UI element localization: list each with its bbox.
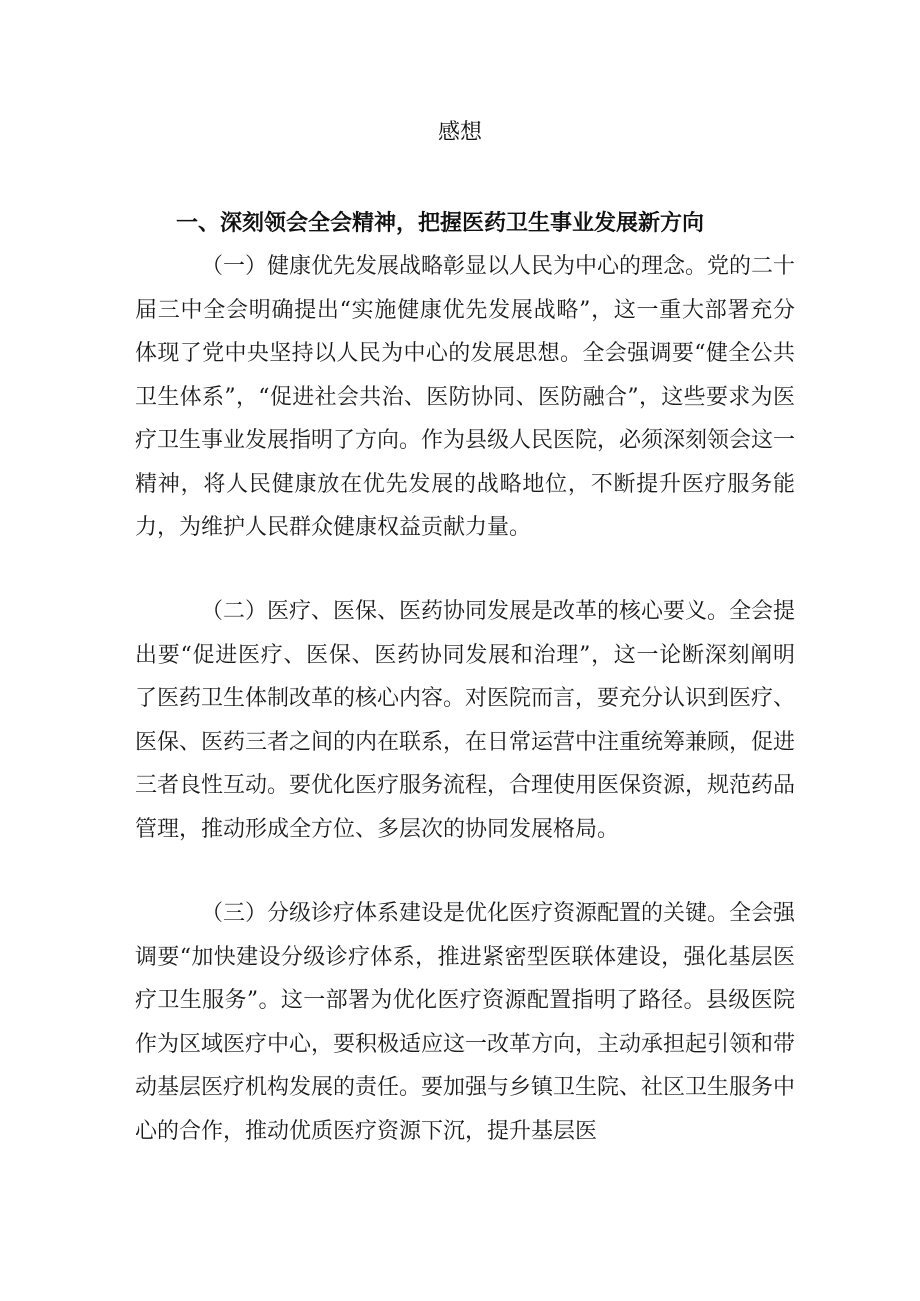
paragraph-2: （二）医疗、医保、医药协同发展是改革的核心要义。全会提出要“促进医疗、医保、医药协同发展和治理”，这一论断深刻阐明了医药卫生体制改革的核心内容。对医院而言，要充分认识到医疗、医保、医药三者之间的内在联系，在日常运营中注重统筹兼顾，促进三者良性互动。要优化医疗服务流程，合理使用医保资源，规范药品管理，推动形成全方位、多层次的协同发展格局。 <box>135 599 796 842</box>
paragraph-3: （三）分级诊疗体系建设是优化医疗资源配置的关键。全会强调要“加快建设分级诊疗体系，推进紧密型医联体建设，强化基层医疗卫生服务”。这一部署为优化医疗资源配置指明了路径。县级医院作为区域医疗中心，要积极适应这一改革方向，主动承担起引领和带动基层医疗机构发展的责任。要加强与乡镇卫生院、社区卫生服务中心的合作，推动优质医疗资源下沉，提升基层医 <box>135 901 796 1144</box>
section-heading: 一、深刻领会全会精神，把握医药卫生事业发展新方向 <box>176 211 705 236</box>
document-title: 感想 <box>437 120 482 145</box>
paragraph-1: （一）健康优先发展战略彰显以人民为中心的理念。党的二十届三中全会明确提出“实施健康优先发展战略”，这一重大部署充分体现了党中央坚持以人民为中心的发展思想。全会强调要“健全公共卫生体系”，“促进社会共治、医防协同、医防融合”，这些要求为医疗卫生事业发展指明了方向。作为县级人民医院，必须深刻领会这一精神，将人民健康放在优先发展的战略地位，不断提升医疗服务能力，为维护人民群众健康权益贡献力量。 <box>135 254 796 540</box>
